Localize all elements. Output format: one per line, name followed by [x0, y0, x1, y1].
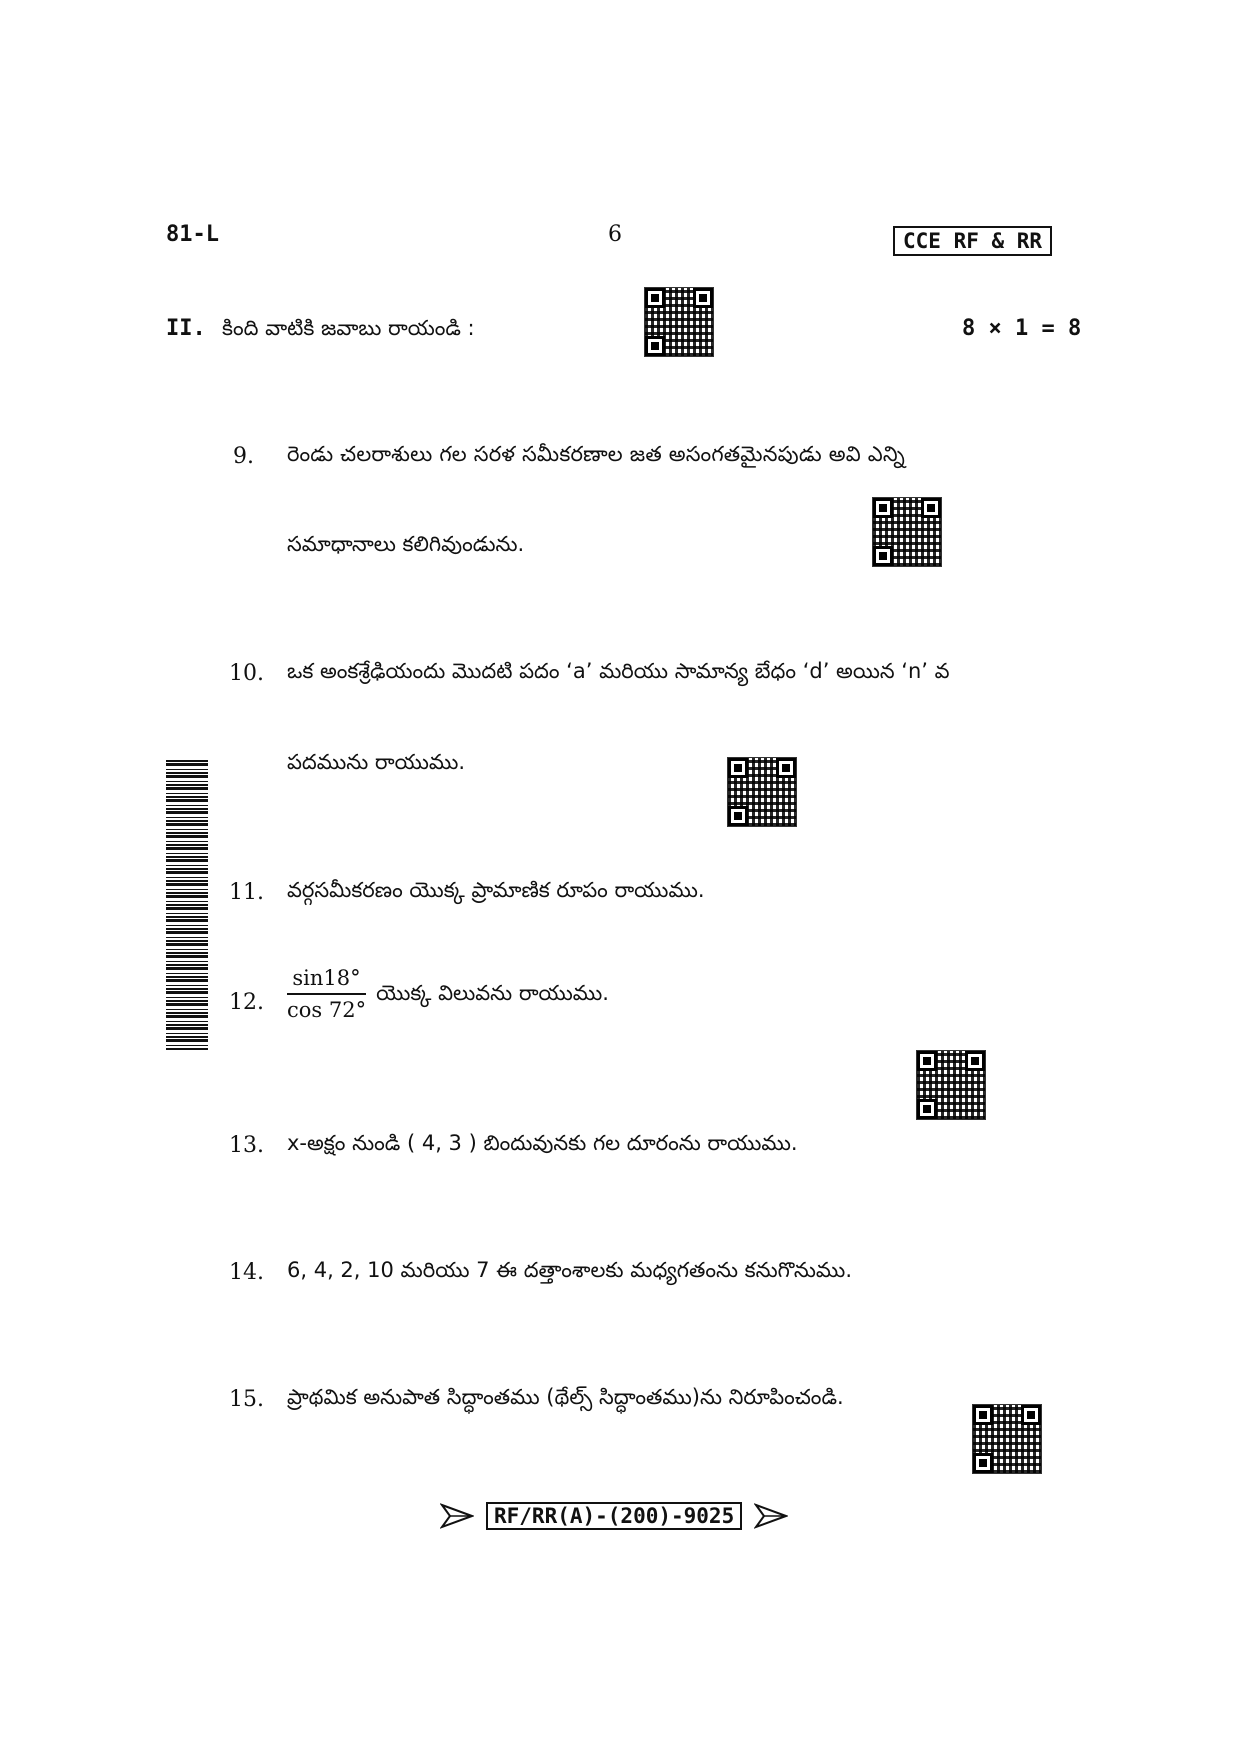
question-text-continued: పదమును రాయుము. — [287, 750, 466, 774]
section-marks: 8 × 1 = 8 — [962, 316, 1082, 341]
question-text: ఒక అంకశ్రేఢియందు మొదటి పదం ‘a’ మరియు సామాన్య బేధం ‘d’ అయిన ‘n’ వ — [287, 659, 950, 683]
question-formula — [287, 966, 609, 1022]
fraction-numerator: sin18° — [287, 966, 366, 995]
question-text: ప్రాథమిక అనుపాత సిద్ధాంతము (థేల్స్ సిద్ధాంతము)ను నిరూపించండి. — [287, 1385, 844, 1409]
qr-code-icon — [916, 1050, 986, 1120]
question-number: 14. — [229, 1260, 264, 1285]
qr-code-icon — [972, 1404, 1042, 1474]
barcode-icon — [166, 760, 208, 1050]
footer-code: RF/RR(A)-(200)-9025 — [486, 1502, 742, 1530]
question-text: 6, 4, 2, 10 మరియు 7 ఈ దత్తాంశాలకు మధ్యగతంను కనుగొనుము. — [287, 1258, 852, 1282]
fraction-denominator: cos 72° — [287, 998, 367, 1022]
arrow-right-icon — [440, 1503, 474, 1529]
qr-code-icon — [727, 757, 797, 827]
question-number: 11. — [229, 880, 264, 905]
question-text: వర్గసమీకరణం యొక్క ప్రామాణిక రూపం రాయుము. — [287, 878, 705, 902]
trig-fraction — [287, 966, 366, 1022]
paper-code: 81-L — [166, 222, 219, 247]
question-number: 13. — [229, 1133, 264, 1158]
question-text: రెండు చలరాశులు గల సరళ సమీకరణాల జత అసంగతమైనపుడు అవి ఎన్ని — [287, 442, 905, 466]
question-number: 10. — [229, 661, 264, 686]
question-text-continued: సమాధానాలు కలిగివుండును. — [287, 532, 525, 556]
section-instruction: కింది వాటికి జవాబు రాయండి : — [222, 316, 475, 340]
question-number: 9. — [233, 444, 254, 469]
question-text: x-అక్షం నుండి ( 4, 3 ) బిందువునకు గల దూరంను రాయుము. — [287, 1131, 798, 1155]
qr-code-icon — [872, 497, 942, 567]
exam-type-label: CCE RF & RR — [893, 226, 1052, 256]
page-number: 6 — [608, 222, 622, 247]
arrow-right-icon — [754, 1503, 788, 1529]
question-number: 15. — [229, 1387, 264, 1412]
qr-code-icon — [644, 287, 714, 357]
section-number: II. — [166, 316, 206, 341]
question-number: 12. — [229, 990, 264, 1015]
footer — [440, 1502, 788, 1530]
question-text: యొక్క విలువను రాయుము. — [376, 981, 609, 1006]
